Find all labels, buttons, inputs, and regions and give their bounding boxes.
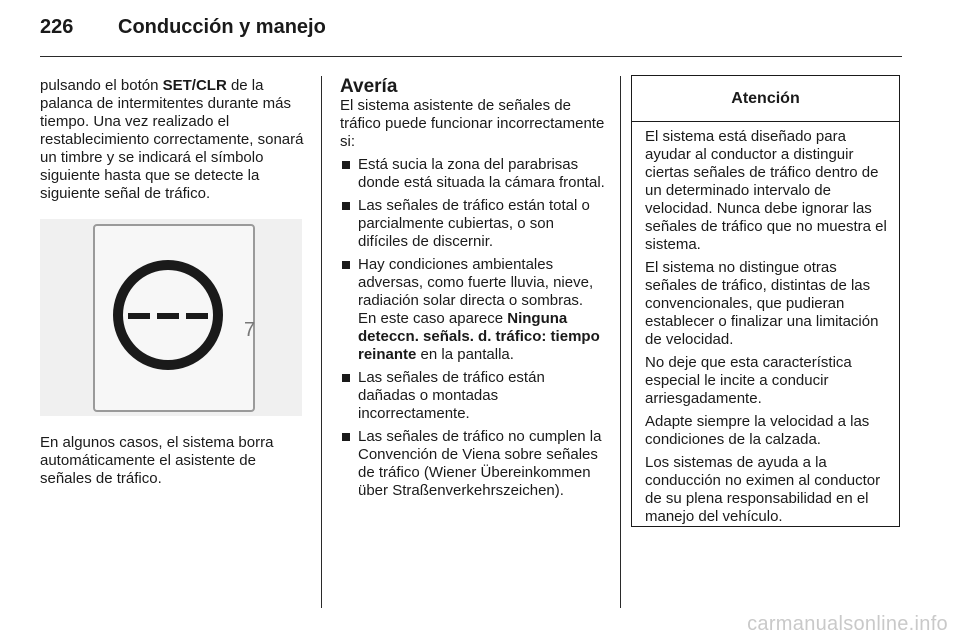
section-heading: Avería <box>340 76 398 97</box>
header-rule <box>40 56 902 57</box>
page-header <box>40 16 326 39</box>
notice-paragraph: Adapte siempre la velocidad a las condiciones de la calzada. <box>645 413 870 448</box>
notice-title: Atención <box>632 76 899 122</box>
list-item: Está sucia la zona del parabrisas donde está situada la cámara frontal. <box>340 156 605 192</box>
notice-paragraph: Los sistemas de ayuda a la conducción no eximen al conductor de su plena responsabilidad en el manejo del vehículo. <box>645 454 881 525</box>
intro-paragraph: pulsando el botón SET/CLR de la palanca de intermitentes durante más tiempo. Una vez realizado el restablecimiento correctamente, sonará un timbre y se indicará el símbolo siguiente hasta que se detecte la siguiente señal de tráfico. <box>40 77 304 202</box>
notice-body <box>632 122 899 526</box>
notice-paragraph: El sistema no distingue otras señales de tráfico, distintas de las convencionales, que pudieran establecer o finalizar una limitación de velocidad. <box>645 259 879 348</box>
set-clr-term: SET/CLR <box>162 77 227 94</box>
column-left <box>40 77 308 488</box>
notice-box <box>631 75 900 527</box>
list-item: Las señales de tráfico no cumplen la Convención de Viena sobre señales de tráfico (Wiener Übereinkommen über Straßenverkehrszeichen). <box>340 428 605 500</box>
display-message: Ninguna deteccn. señals. d. tráfico: tiempo reinante <box>358 310 600 363</box>
notice-paragraph: El sistema está diseñado para ayudar al conductor a distinguir ciertas señales de tráfico dentro de un determinado intervalo de velocidad. Nunca debe ignorar las señales de tráfico que no muestra el sistema. <box>645 128 887 253</box>
column-divider-left <box>321 76 322 608</box>
list-item: Las señales de tráfico están total o parcialmente cubiertas, o son difíciles de discernir. <box>340 197 605 251</box>
column-divider-right <box>620 76 621 608</box>
page-number: 226 <box>40 16 74 38</box>
list-item: Las señales de tráfico están dañadas o montadas incorrectamente. <box>340 369 605 423</box>
no-sign-detected-illustration <box>40 219 302 416</box>
auto-clear-paragraph: En algunos casos, el sistema borra automáticamente el asistente de señales de tráfico. <box>40 434 274 487</box>
section-lead: El sistema asistente de señales de tráfico puede funcionar incorrectamente si: <box>340 97 605 150</box>
chapter-title: Conducción y manejo <box>118 16 326 38</box>
list-item: Hay condiciones ambientales adversas, como fuerte lluvia, nieve, radiación solar directa o sombras. En este caso aparece Ninguna deteccn. señals. d. tráfico: tiempo reinante en la pantalla. <box>340 256 605 364</box>
fault-list <box>340 156 605 500</box>
traffic-sign-figure <box>40 219 302 416</box>
watermark: carmanualsonline.info <box>747 613 948 635</box>
column-middle <box>340 77 605 500</box>
notice-paragraph: No deje que esta característica especial le incite a conducir arriesgadamente. <box>645 354 852 407</box>
figure-side-mark: 7 <box>244 319 256 341</box>
